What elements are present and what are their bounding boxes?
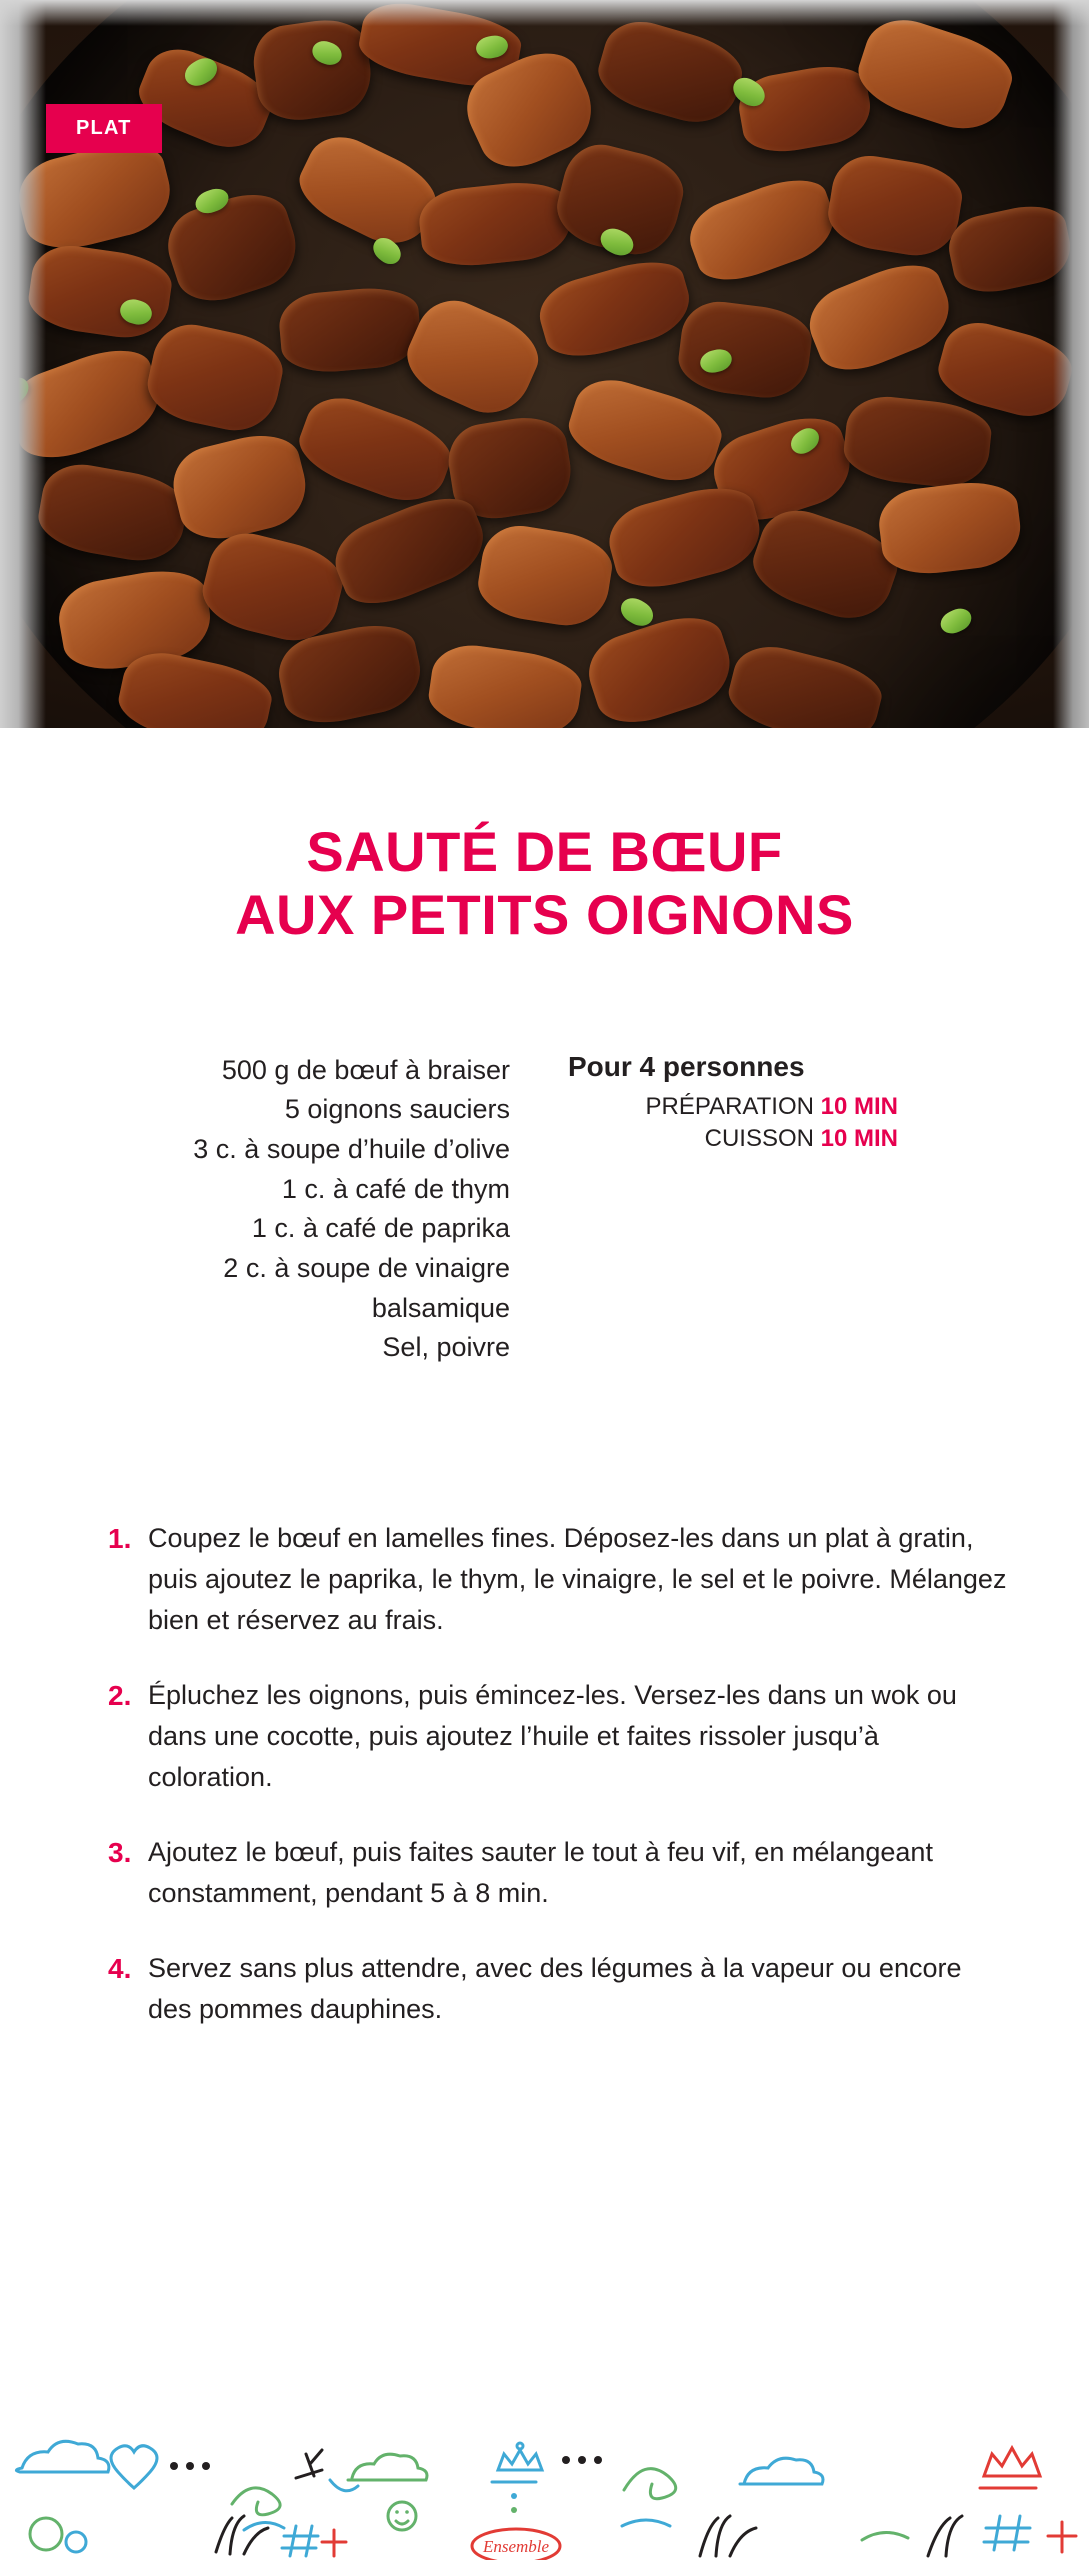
- servings-label: Pour 4 personnes: [568, 1050, 805, 1082]
- prep-time: [568, 1091, 898, 1123]
- recipe-hero-image: [0, 0, 1089, 728]
- recipe-steps: [0, 1518, 1089, 2030]
- recipe-title-line1: SAUTÉ DE BŒUF: [306, 820, 783, 883]
- footer-doodle-strip: [0, 2430, 1089, 2560]
- cook-time: [568, 1123, 898, 1155]
- hero-left-edge: [0, 0, 46, 728]
- cook-label: CUISSON: [704, 1124, 814, 1152]
- recipe-title: [0, 820, 1089, 947]
- list-item: 3 c. à soupe d’huile d’olive: [193, 1133, 510, 1164]
- prep-label: PRÉPARATION: [645, 1092, 814, 1120]
- step-number: 2.: [108, 1680, 132, 1712]
- category-badge: PLAT: [46, 104, 162, 153]
- list-item: 2 c. à soupe de vinaigre: [223, 1252, 510, 1283]
- recipe-info: [0, 1051, 1089, 1369]
- step-number: 1.: [108, 1523, 132, 1555]
- list-item: [108, 1518, 1009, 1641]
- step-text: Épluchez les oignons, puis émincez-les. Versez-les dans un wok ou dans une cocotte, puis ajoutez l’huile et faites rissoler jusqu’à coloration.: [148, 1680, 957, 1793]
- step-number: 3.: [108, 1837, 132, 1869]
- step-number: 4.: [108, 1953, 132, 1985]
- step-text: Servez sans plus attendre, avec des légumes à la vapeur ou encore des pommes dauphines.: [148, 1953, 962, 2025]
- list-item: balsamique: [371, 1292, 510, 1323]
- cook-value: 10 MIN: [820, 1124, 898, 1152]
- list-item: [108, 1948, 1009, 2030]
- recipe-title-line2: AUX PETITS OIGNONS: [235, 883, 854, 947]
- spring-onion-garnish: [0, 0, 1089, 728]
- step-text: Coupez le bœuf en lamelles fines. Déposez-les dans un plat à gratin, puis ajoutez le paprika, le thym, le vinaigre, le sel et le poivre. Mélangez bien et réservez au frais.: [148, 1523, 1007, 1636]
- list-item: 5 oignons sauciers: [284, 1094, 510, 1125]
- list-item: Sel, poivre: [382, 1332, 510, 1363]
- list-item: [108, 1832, 1009, 1914]
- list-item: 500 g de bœuf à braiser: [221, 1054, 510, 1085]
- hero-right-edge: [1053, 0, 1089, 728]
- list-item: 1 c. à café de paprika: [251, 1213, 510, 1244]
- servings-and-timing: [560, 1051, 969, 1369]
- list-item: [108, 1675, 1009, 1798]
- prep-value: 10 MIN: [820, 1092, 898, 1120]
- footer-stamp-label: Ensemble: [482, 2537, 550, 2556]
- hero-top-edge: [0, 0, 1089, 26]
- list-item: 1 c. à café de thym: [281, 1173, 510, 1204]
- ingredients-list: [120, 1051, 510, 1369]
- step-text: Ajoutez le bœuf, puis faites sauter le tout à feu vif, en mélangeant constamment, pendant 5 à 8 min.: [148, 1837, 933, 1909]
